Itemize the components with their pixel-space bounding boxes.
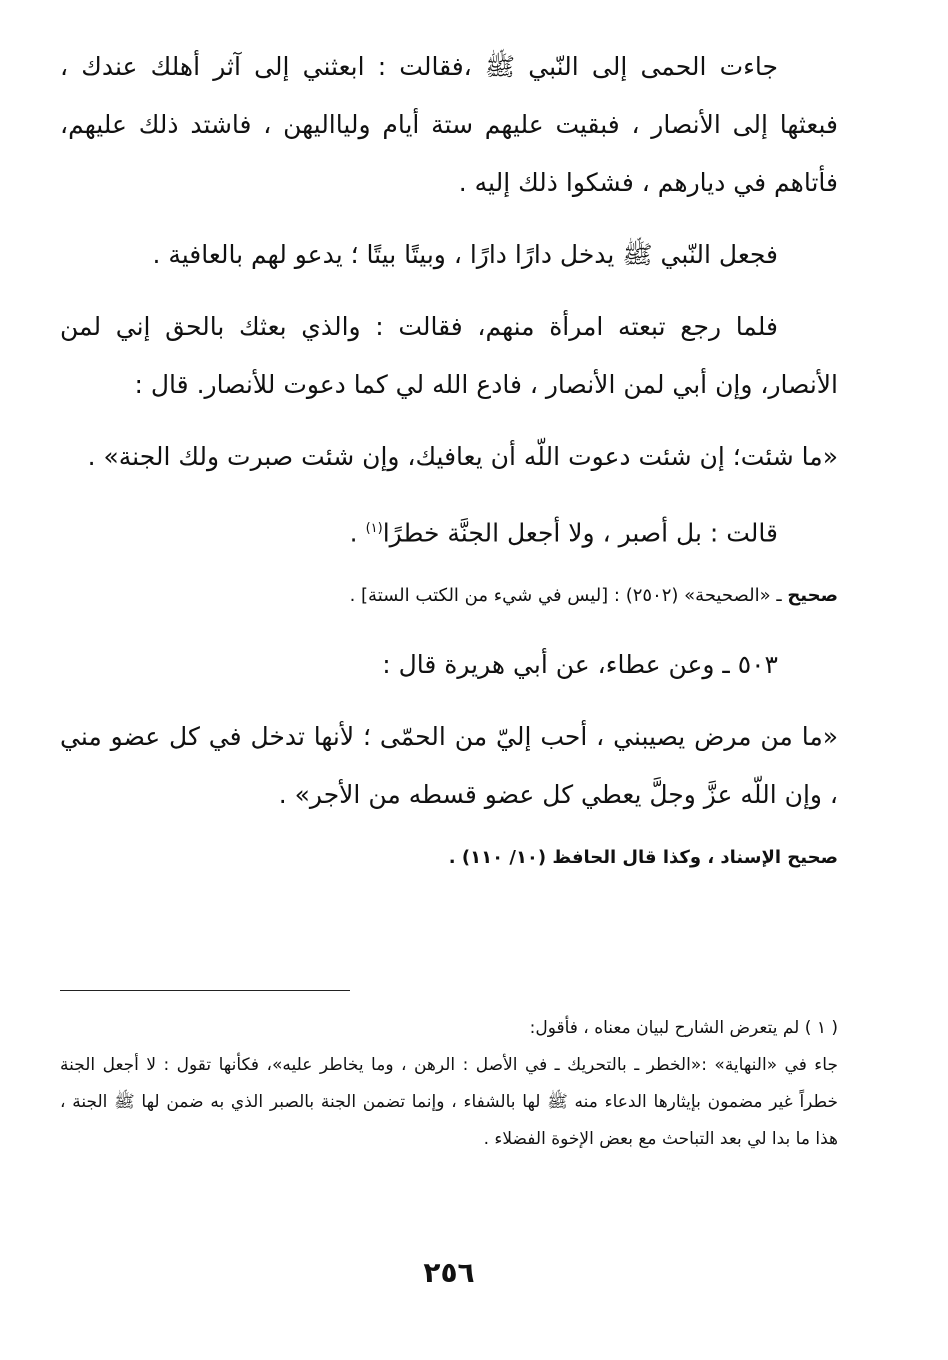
grade-reference: ـ «الصحيحة» (٢٥٠٢) : [ليس في شيء من الكتب الستة] . <box>349 585 788 607</box>
woman-answer-text: قالت : بل أصبر ، ولا أجعل الجنَّة خطرًا <box>382 518 778 548</box>
paragraph-fever-story: جاءت الحمى إلى النّبي ﷺ ،فقالت : ابعثني إلى آثر أهلك عندك ، فبعثها إلى الأنصار ، فبقيت عليهم ستة أيام وليااليهن ، فاشتد ذلك عليهم، فأتاهم في ديارهم ، فشكوا ذلك إليه . <box>60 52 838 197</box>
source-grading-1 <box>60 576 838 616</box>
paragraph-woman-request: فلما رجع تبعته امرأة منهم، فقالت : والذي بعثك بالحق إني لمن الأنصار، وإن أبي لمن الأنصار ، فادع الله لي كما دعوت للأنصار. قال : <box>60 312 838 399</box>
grade-label: صحيح <box>787 585 838 607</box>
footnotes-section <box>60 1010 838 1158</box>
woman-answer-tail: . <box>349 518 366 548</box>
hadith-503-heading: ٥٠٣ ـ وعن عطاء، عن أبي هريرة قال : <box>382 650 778 680</box>
paragraph-prophet-visits: فجعل النّبي ﷺ يدخل دارًا دارًا ، وبيتًا بيتًا ؛ يدعو لهم بالعافية . <box>152 240 778 269</box>
paragraph-woman-answer <box>60 500 838 562</box>
page-number: ٢٥٦ <box>423 1256 475 1289</box>
source-grading-2 <box>60 838 838 878</box>
footnote-ref-1[interactable]: (١) <box>365 521 383 536</box>
paragraph-prophet-reply: «ما شئت؛ إن شئت دعوت اللّه أن يعافيك، وإن شئت صبرت ولك الجنة» . <box>87 442 838 471</box>
footnote-divider <box>60 990 350 991</box>
footnote-1-intro: ( ١ ) لم يتعرض الشارح لبيان معناه ، فأقول: <box>529 1018 838 1038</box>
footnote-1-body: جاء في «النهاية» :«الخطر ـ بالتحريك ـ في الأصل : الرهن ، وما يخاطر عليه»، فكأنها تقول : لا أجعل الجنة خطراً غير مضمون بإيثارها الدعاء منه ﷺ لها بالشفاء ، وإنما تضمن الجنة بالصبر الذي به ضمن لها ﷺ الجنة ، هذا ما بدا لي بعد التباحث مع بعض الإخوة الفضلاء . <box>60 1055 838 1149</box>
page-body <box>60 38 838 1360</box>
grade-text-2: صحيح الإسناد ، وكذا قال الحافظ (١٠/ ١١٠) . <box>448 847 838 869</box>
paragraph-hadith-fever: «ما من مرض يصيبني ، أحب إليّ من الحمّى ؛ لأنها تدخل في كل عضو مني ، وإن اللّه عزَّ وجلَّ يعطي كل عضو قسطه من الأجر» . <box>60 722 838 810</box>
